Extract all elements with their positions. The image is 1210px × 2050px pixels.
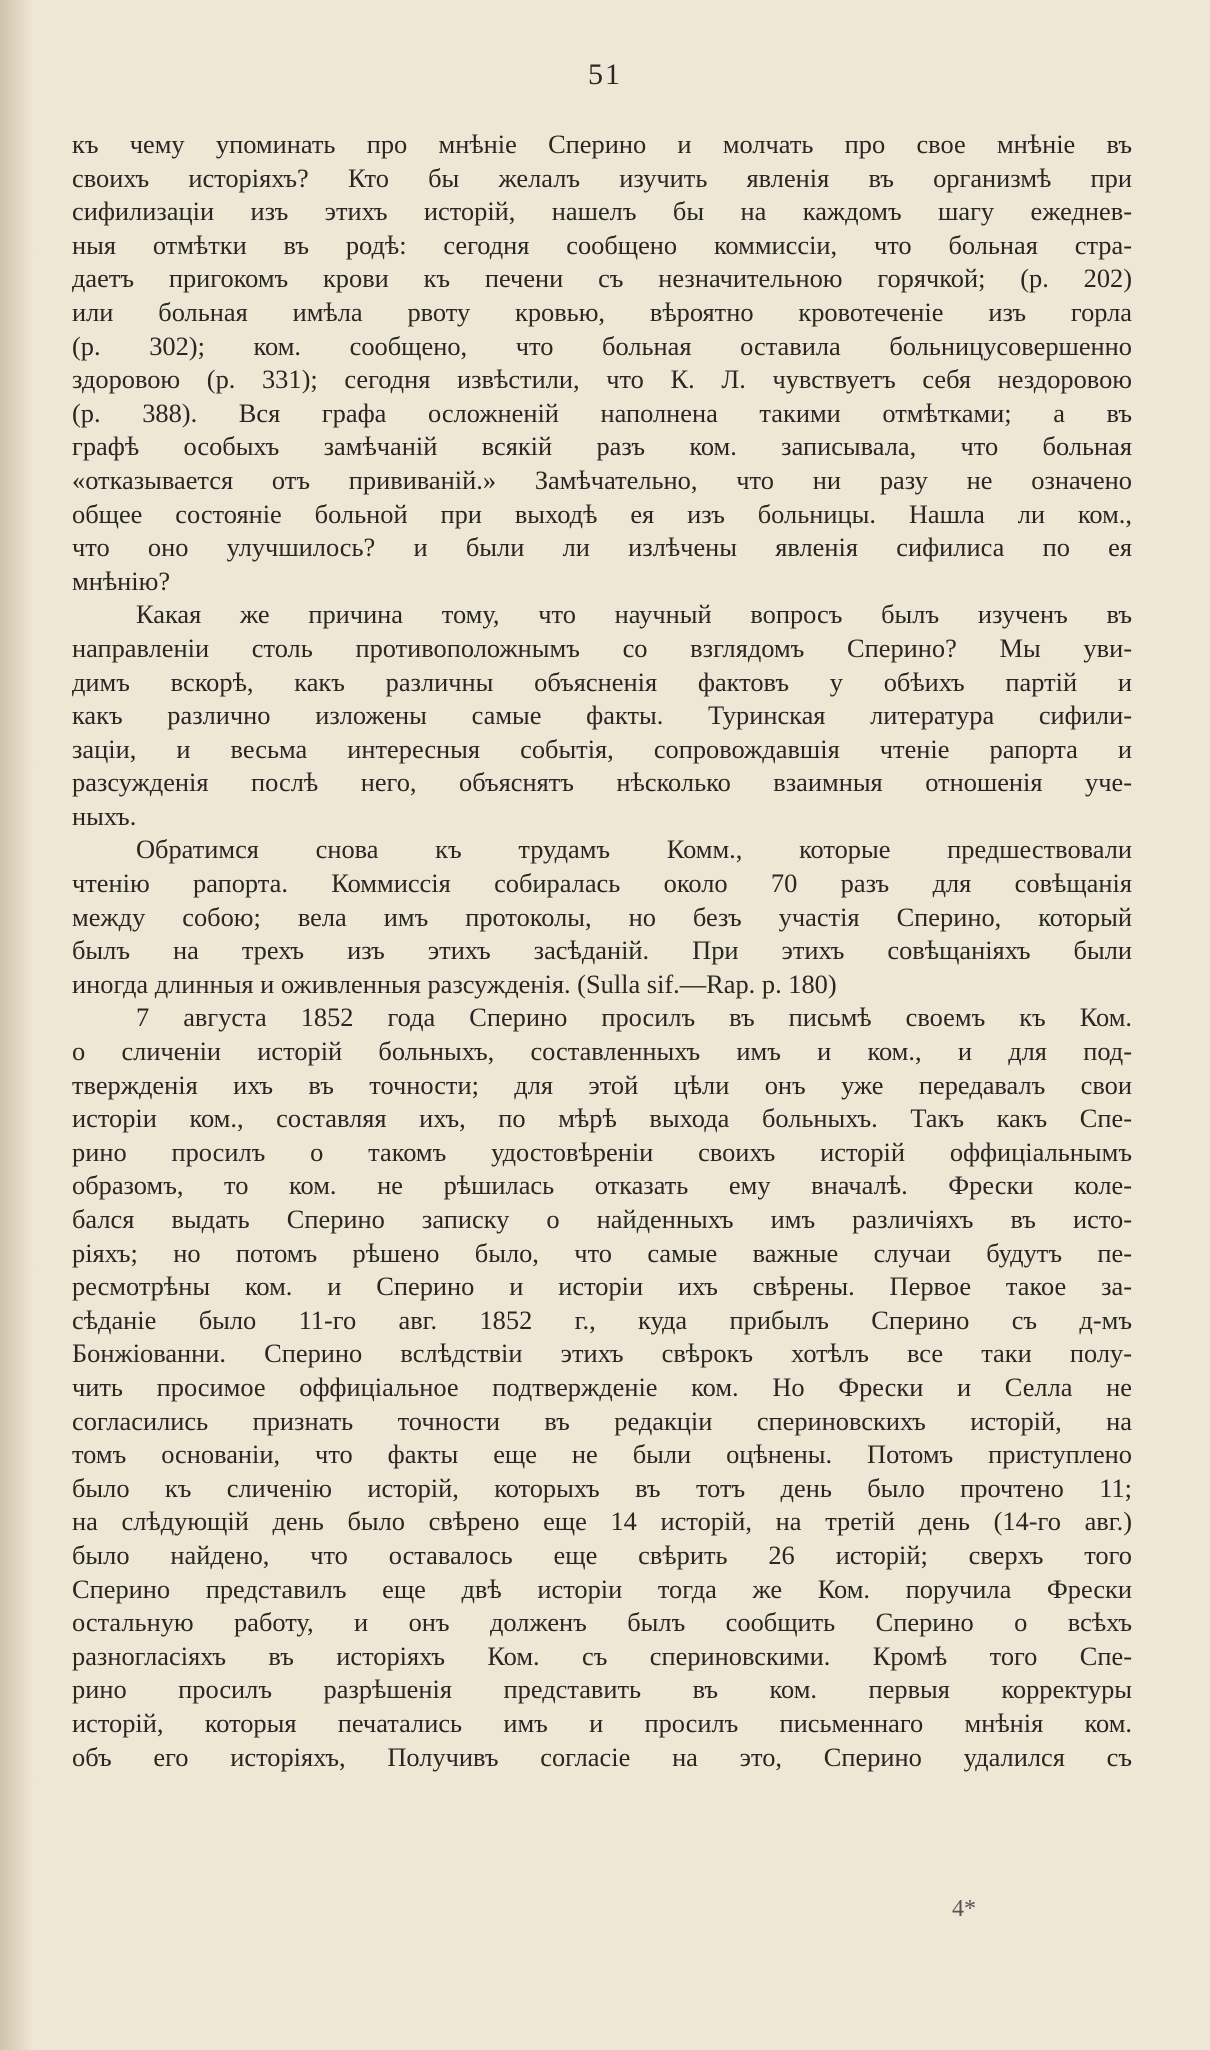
text-line: о сличеніи исторій больныхъ, составленныхъ имъ и ком., и для под- [72, 1036, 1132, 1067]
text-line: ресмотрѣны ком. и Сперино и исторіи ихъ свѣрены. Первое такое за- [72, 1271, 1132, 1302]
text-line: разсужденія послѣ него, объяснятъ нѣсколько взаимныя отношенія уче- [72, 767, 1132, 798]
text-line: остальную работу, и онъ долженъ былъ сообщить Сперино о всѣхъ [72, 1607, 1132, 1638]
text-line: ныя отмѣтки въ родѣ: сегодня сообщено коммиссіи, что больная стра- [72, 229, 1132, 260]
text-line: сифилизаціи изъ этихъ исторій, нашелъ бы на каждомъ шагу ежеднев- [72, 196, 1132, 227]
text-line: графѣ особыхъ замѣчаній всякій разъ ком. записывала, что больная [72, 431, 1132, 462]
text-line: исторіи ком., составляя ихъ, по мѣрѣ выхода больныхъ. Такъ какъ Спе- [72, 1103, 1132, 1134]
text-line: рино просилъ разрѣшенія представить въ ком. первыя корректуры [72, 1674, 1132, 1705]
text-line: сѣданіе было 11-го авг. 1852 г., куда прибылъ Сперино съ д-мъ [72, 1304, 1132, 1335]
text-line: (p. 302); ком. сообщено, что больная оставила больницусовершенно [72, 330, 1132, 361]
text-line: (p. 388). Вся графа осложненій наполнена такими отмѣтками; а въ [72, 397, 1132, 428]
text-line: томъ основаніи, что факты еще не были оцѣнены. Потомъ приступлено [72, 1439, 1132, 1470]
text-line: согласились признать точности въ редакціи спериновскихъ исторій, на [72, 1405, 1132, 1436]
text-line: на слѣдующій день было свѣрено еще 14 исторій, на третій день (14-го авг.) [72, 1506, 1132, 1537]
text-line: разногласіяхъ въ исторіяхъ Ком. съ спериновскими. Кромѣ того Спе- [72, 1640, 1132, 1671]
text-line: было къ сличенію исторій, которыхъ въ тотъ день было прочтено 11; [72, 1472, 1132, 1503]
body-text [72, 128, 1132, 1774]
text-line: между собою; вела имъ протоколы, но безъ участія Сперино, который [72, 901, 1132, 932]
text-line: твержденія ихъ въ точности; для этой цѣли онъ уже передавалъ свои [72, 1069, 1132, 1100]
text-line: общее состояніе больной при выходѣ ея изъ больницы. Нашла ли ком., [72, 498, 1132, 529]
book-spine-shadow [0, 0, 34, 2050]
text-line: рино просилъ о такомъ удостовѣреніи своихъ исторій оффиціальнымъ [72, 1136, 1132, 1167]
text-line: здоровою (p. 331); сегодня извѣстили, что К. Л. чувствуетъ себя нездоровою [72, 364, 1132, 395]
text-line: иногда длинныя и оживленныя разсужденія. (Sulla sif.—Rap. p. 180) [72, 968, 837, 999]
text-line: былъ на трехъ изъ этихъ засѣданій. При этихъ совѣщаніяхъ были [72, 935, 1132, 966]
page-number: 51 [588, 58, 622, 91]
text-line: исторій, которыя печатались имъ и просилъ письменнаго мнѣнія ком. [72, 1707, 1132, 1738]
text-line: образомъ, то ком. не рѣшилась отказать ему вначалѣ. Фрески коле- [72, 1170, 1132, 1201]
text-line: чтенію рапорта. Коммиссія собиралась около 70 разъ для совѣщанія [72, 868, 1132, 899]
text-line: своихъ исторіяхъ? Кто бы желалъ изучить явленія въ организмѣ при [72, 162, 1132, 193]
text-line: какъ различно изложены самые факты. Туринская литература сифили- [72, 700, 1132, 731]
text-line: бался выдать Сперино записку о найденныхъ имъ различіяхъ въ исто- [72, 1204, 1132, 1234]
text-line: ныхъ. [72, 800, 137, 831]
text-line: Сперино представилъ еще двѣ исторіи тогда же Ком. поручила Фрески [72, 1573, 1132, 1604]
text-line: было найдено, что оставалось еще свѣрить 26 исторій; сверхъ того [72, 1539, 1132, 1570]
text-line: даетъ пригокомъ крови къ печени съ незначительною горячкой; (p. 202) [72, 263, 1132, 294]
text-line: 7 августа 1852 года Сперино просилъ въ письмѣ своемъ къ Ком. [136, 1002, 1132, 1033]
text-line: ріяхъ; но потомъ рѣшено было, что самые важные случаи будутъ пе- [72, 1237, 1132, 1268]
text-line: мнѣнію? [72, 565, 171, 596]
text-line: Обратимся снова къ трудамъ Комм., которые предшествовали [136, 834, 1132, 865]
text-line: чить просимое оффиціальное подтвержденіе ком. Но Фрески и Селла не [72, 1371, 1132, 1402]
text-line: что оно улучшилось? и были ли излѣчены явленія сифилиса по ея [72, 532, 1132, 563]
text-line: димъ вскорѣ, какъ различны объясненія фактовъ у обѣихъ партій и [72, 666, 1132, 697]
text-line: Какая же причина тому, что научный вопросъ былъ изученъ въ [136, 599, 1132, 630]
text-line: заціи, и весьма интересныя событія, сопровождавшія чтеніе рапорта и [72, 733, 1132, 764]
text-line: «отказывается отъ прививаній.» Замѣчательно, что ни разу не означено [72, 464, 1132, 495]
text-line: Бонжіованни. Сперино вслѣдствіи этихъ свѣрокъ хотѣлъ все таки полу- [72, 1338, 1132, 1369]
text-line: или больная имѣла рвоту кровью, вѣроятно кровотеченіе изъ горла [72, 296, 1132, 327]
text-line: направленіи столь противоположнымъ со взглядомъ Сперино? Мы уви- [72, 632, 1132, 663]
text-line: къ чему упоминать про мнѣніе Сперино и молчать про свое мнѣніе въ [72, 129, 1132, 159]
signature-mark: 4* [952, 1896, 976, 1922]
text-line: объ его исторіяхъ, Получивъ согласіе на это, Сперино удалился съ [72, 1741, 1132, 1772]
